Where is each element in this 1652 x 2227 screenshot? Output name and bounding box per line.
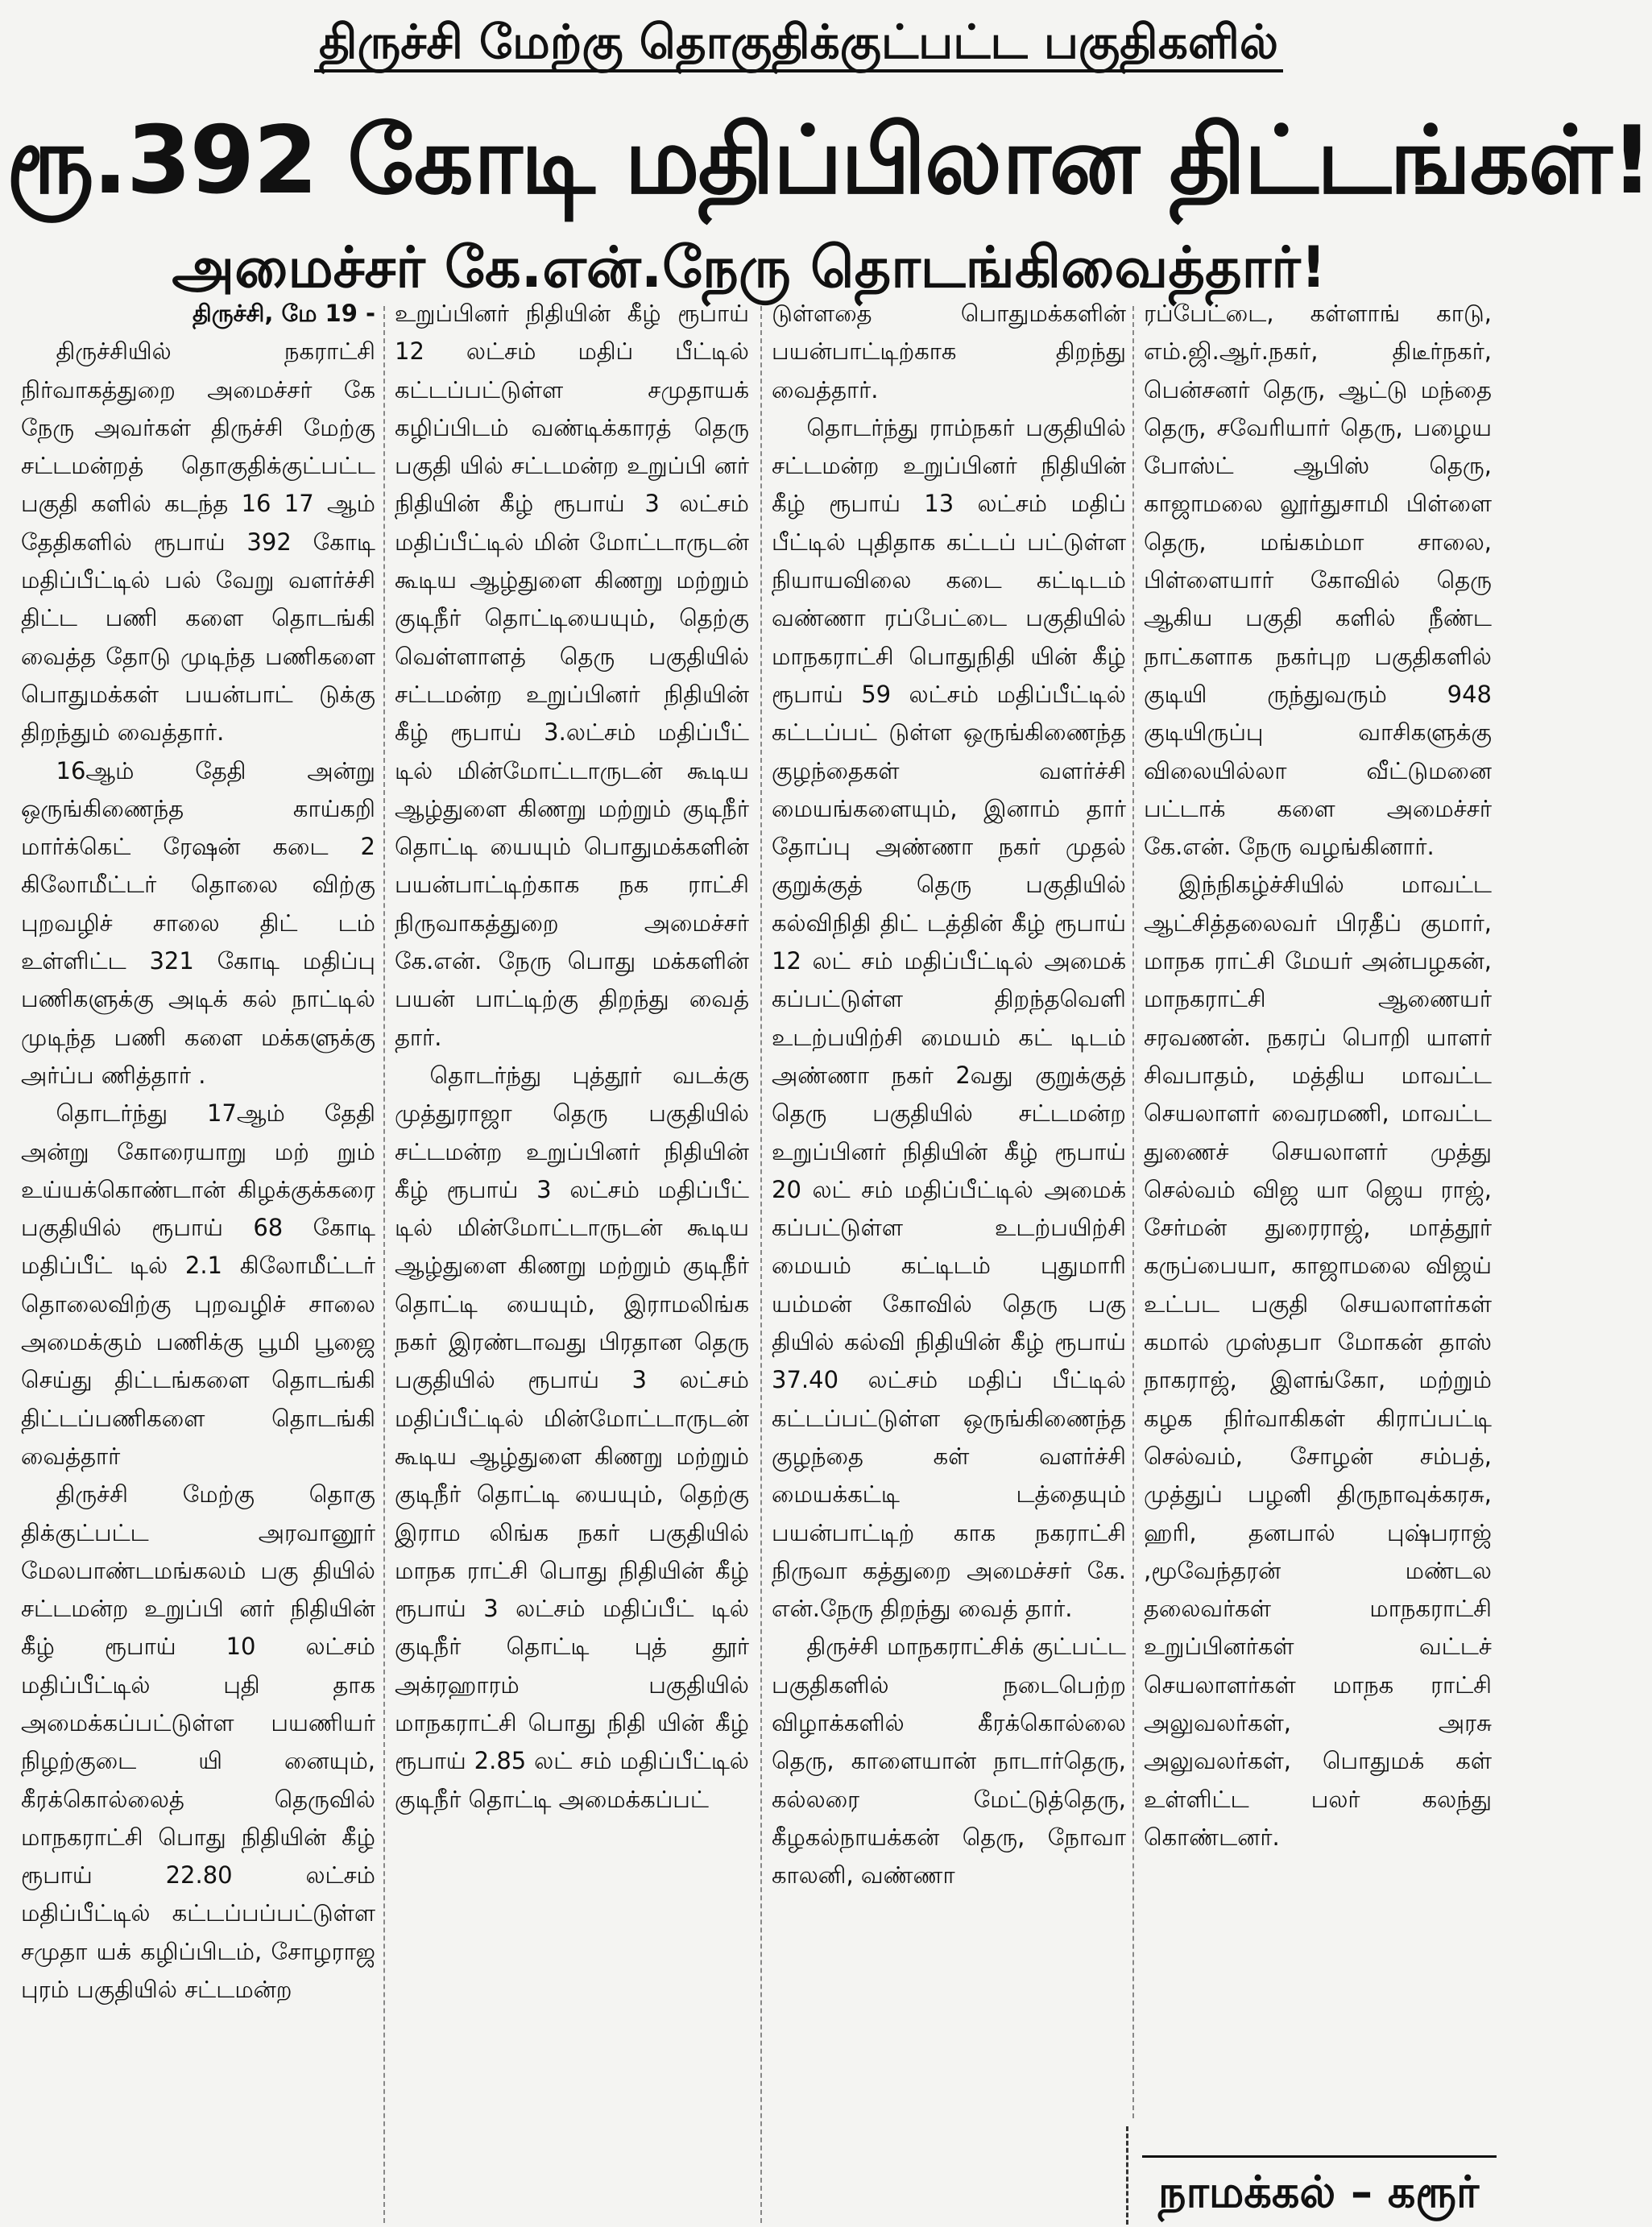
paragraph: திருச்சி மாநகராட்சிக் குட்பட்ட பகுதிகளில் நடைபெற்ற விழாக்களில் கீரக்கொல்லை தெரு, காளையான் நாடார்தெரு, கல்லரை மேட்டுத்தெரு, கீழகல்நாயக்கன் தெரு, நோவா காலனி, வண்ணா xyxy=(772,1633,1126,1890)
column-divider xyxy=(760,306,762,2223)
dateline: திருச்சி, மே 19 - xyxy=(192,300,375,327)
column-divider xyxy=(383,306,385,2223)
article-column-3 xyxy=(772,295,1126,2225)
column-divider xyxy=(1132,306,1134,2118)
kicker-heading: திருச்சி மேற்கு தொகுதிக்குட்பட்ட பகுதிகளில் xyxy=(314,3,1168,84)
paragraph: தொடர்ந்து 17ஆம் தேதி அன்று கோரையாறு மற் றும் உய்யக்கொண்டான் கிழக்குக்கரை பகுதியில் ரூபாய் 68 கோடி மதிப்பீட் டில் 2.1 கிலோமீட்டர் தொலைவிற்கு புறவழிச் சாலை அமைக்கும் பணிக்கு பூமி பூஜை செய்து திட்டங்களை தொடங்கி திட்டப்பணிகளை தொடங்கி வைத்தார் xyxy=(21,1099,375,1470)
paragraph: தொடர்ந்து புத்தூர் வடக்கு முத்துராஜா தெரு பகுதியில் சட்டமன்ற உறுப்பினர் நிதியின் கீழ் ரூபாய் 3 லட்சம் மதிப்பீட் டில் மின்மோட்டாருடன் கூடிய ஆழ்துளை கிணறு மற்றும் குடிநீர் தொட்டி யையும், இராமலிங்க நகர் இரண்டாவது பிரதான தெரு பகுதியில் ரூபாய் 3 லட்சம் மதிப்பீட்டில் மின்மோட்டாருடன் கூடிய ஆழ்துளை கிணறு மற்றும் குடிநீர் தொட்டி யையும், தெற்கு இராம லிங்க நகர் பகுதியில் மாநக ராட்சி பொது நிதியின் கீழ் ரூபாய் 3 லட்சம் மதிப்பீட் டில் குடிநீர் தொட்டி புத் தூர் அக்ரஹாரம் பகுதியில் மாநகராட்சி பொது நிதி யின் கீழ் ரூபாய் 2.85 லட் சம் மதிப்பீட்டில் குடிநீர் தொட்டி அமைக்கப்பட் xyxy=(395,1061,749,1813)
paragraph: 16ஆம் தேதி அன்று ஒருங்கிணைந்த காய்கறி மார்க்கெட் ரேஷன் கடை 2 கிலோமீட்டர் தொலை விற்கு புறவழிச் சாலை திட் டம் உள்ளிட்ட 321 கோடி மதிப்பு பணிகளுக்கு அடிக் கல் நாட்டில் முடிந்த பணி களை மக்களுக்கு அர்ப்ப ணித்தார் . xyxy=(21,756,375,1089)
paragraph: உறுப்பினர் நிதியின் கீழ் ரூபாய் 12 லட்சம் மதிப் பீட்டில் கட்டப்பட்டுள்ள சமுதாயக் கழிப்பிடம் வண்டிக்காரத் தெரு பகுதி யில் சட்டமன்ற உறுப்பி னர் நிதியின் கீழ் ரூபாய் 3 லட்சம் மதிப்பீட்டில் மின் மோட்டாருடன் கூடிய ஆழ்துளை கிணறு மற்றும் குடிநீர் தொட்டியையும், தெற்கு வெள்ளாளத் தெரு பகுதியில் சட்டமன்ற உறுப்பினர் நிதியின் கீழ் ரூபாய் 3.லட்சம் மதிப்பீட் டில் மின்மோட்டாருடன் கூடிய ஆழ்துளை கிணறு மற்றும் குடிநீர் தொட்டி யையும் பொதுமக்களின் பயன்பாட்டிற்காக நக ராட்சி நிருவாகத்துறை அமைச்சர் கே.என். நேரு பொது மக்களின் பயன் பாட்டிற்கு திறந்து வைத் தார். xyxy=(395,300,749,1051)
paragraph: இந்நிகழ்ச்சியில் மாவட்ட ஆட்சித்தலைவர் பிரதீப் குமார், மாநக ராட்சி மேயர் அன்பழகன், மாநகராட்சி ஆணையர் சரவணன். நகரப் பொறி யாளர் சிவபாதம், மத்திய மாவட்ட செயலாளர் வைரமணி, மாவட்ட துணைச் செயலாளர் முத்து செல்வம் விஜ யா ஜெய ராஜ், சேர்மன் துரைராஜ், மாத்தூர் கருப்பையா, காஜாமலை விஜய் உட்பட பகுதி செயலாளர்கள் கமால் முஸ்தபா மோகன் தாஸ் நாகராஜ், இளங்கோ, மற்றும் கழக நிர்வாகிகள் கிராப்பட்டி செல்வம், சோழன் சம்பத், முத்துப் பழனி திருநாவுக்கரசு, ஹரி, தனபால் புஷ்பராஜ் ,மூவேந்தரன் மண்டல தலைவர்கள் மாநகராட்சி உறுப்பினர்கள் வட்டச் செயலாளர்கள் மாநக ராட்சி அலுவலர்கள், அரசு அலுவலர்கள், பொதுமக் கள் உள்ளிட்ட பலர் கலந்து கொண்டனர். xyxy=(1144,871,1492,1851)
paragraph: ரப்பேட்டை, கள்ளாங் காடு, எம்.ஜி.ஆர்.நகர், திடீர்நகர், பென்சனர் தெரு, ஆட்டு மந்தை தெரு, சவேரியார் தெரு, பழைய போஸ்ட் ஆபிஸ் தெரு, காஜாமலை லூர்துசாமி பிள்ளை தெரு, மங்கம்மா சாலை, பிள்ளையார் கோவில் தெரு ஆகிய பகுதி களில் நீண்ட நாட்களாக நகர்புற பகுதிகளில் குடியி ருந்துவரும் 948 குடியிருப்பு வாசிகளுக்கு விலையில்லா வீட்டுமனை பட்டாக் களை அமைச்சர் கே.என். நேரு வழங்கினார். xyxy=(1144,300,1492,861)
next-story-heading: நாமக்கல் – கரூர் xyxy=(1142,2155,1497,2225)
article-column-1 xyxy=(21,295,375,2225)
box-divider xyxy=(1126,2126,1128,2225)
paragraph: தொடர்ந்து ராம்நகர் பகுதியில் சட்டமன்ற உறுப்பினர் நிதியின் கீழ் ரூபாய் 13 லட்சம் மதிப் பீட்டில் புதிதாக கட்டப் பட்டுள்ள நியாயவிலை கடை கட்டிடம் வண்ணா ரப்பேட்டை பகுதியில் மாநகராட்சி பொதுநிதி யின் கீழ் ரூபாய் 59 லட்சம் மதிப்பீட்டில் கட்டப்பட் டுள்ள ஒருங்கிணைந்த குழந்தைகள் வளர்ச்சி மையங்களையும், இனாம் தார் தோப்பு அண்ணா நகர் முதல் குறுக்குத் தெரு பகுதியில் கல்விநிதி திட் டத்தின் கீழ் ரூபாய் 12 லட் சம் மதிப்பீட்டில் அமைக் கப்பட்டுள்ள திறந்தவெளி உடற்பயிற்சி மையம் கட் டிடம் அண்ணா நகர் 2வது குறுக்குத் தெரு பகுதியில் சட்டமன்ற உறுப்பினர் நிதியின் கீழ் ரூபாய் 20 லட் சம் மதிப்பீட்டில் அமைக் கப்பட்டுள்ள உடற்பயிற்சி மையம் கட்டிடம் புதுமாரி யம்மன் கோவில் தெரு பகு தியில் கல்வி நிதியின் கீழ் ரூபாய் 37.40 லட்சம் மதிப் பீட்டில் கட்டப்பட்டுள்ள ஒருங்கிணைந்த குழந்தை கள் வளர்ச்சி மையக்கட்டி டத்தையும் பயன்பாட்டிற் காக நகராட்சி நிருவா கத்துறை அமைச்சர் கே. என்.நேரு திறந்து வைத் தார். xyxy=(772,413,1126,1623)
paragraph: டுள்ளதை பொதுமக்களின் பயன்பாட்டிற்காக திறந்து வைத்தார். xyxy=(772,300,1126,404)
article-column-4 xyxy=(1144,295,1492,2139)
article-column-2 xyxy=(395,295,749,2225)
main-headline: ரூ.392 கோடி மதிப்பிலான திட்டங்கள்! xyxy=(6,106,1652,215)
sub-headline: அமைச்சர் கே.என்.நேரு தொடங்கிவைத்தார்! xyxy=(172,234,1327,300)
paragraph: திருச்சி மேற்கு தொகு திக்குட்பட்ட அரவானூர் மேலபாண்டமங்கலம் பகு தியில் சட்டமன்ற உறுப்பி னர் நிதியின் கீழ் ரூபாய் 10 லட்சம் மதிப்பீட்டில் புதி தாக அமைக்கப்பட்டுள்ள பயணியர் நிழற்குடை யி னையும், கீரக்கொல்லைத் தெருவில் மாநகராட்சி பொது நிதியின் கீழ் ரூபாய் 22.80 லட்சம் மதிப்பீட்டில் கட்டப்பப்பட்டுள்ள சமுதா யக் கழிப்பிடம், சோழராஜ புரம் பகுதியில் சட்டமன்ற xyxy=(21,1480,375,2004)
paragraph: திருச்சியில் நகராட்சி நிர்வாகத்துறை அமைச்சர் கே நேரு அவர்கள் திருச்சி மேற்கு சட்டமன்றத் தொகுதிக்குட்பட்ட பகுதி களில் கடந்த 16 17 ஆம் தேதிகளில் ரூபாய் 392 கோடி மதிப்பீட்டில் பல் வேறு வளர்ச்சி திட்ட பணி களை தொடங்கி வைத்த தோடு முடிந்த பணிகளை பொதுமக்கள் பயன்பாட் டுக்கு திறந்தும் வைத்தார். xyxy=(21,337,375,747)
